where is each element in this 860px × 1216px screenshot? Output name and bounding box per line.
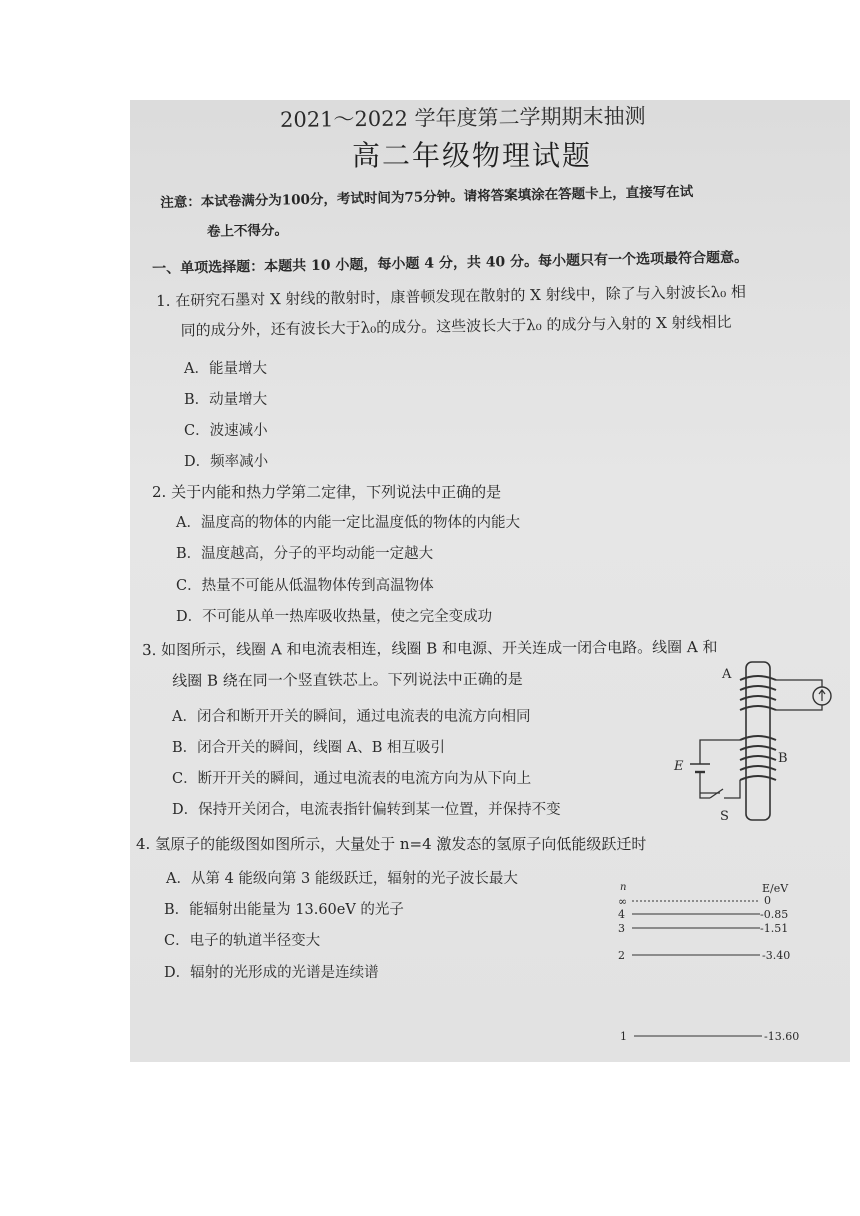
level-2-energy: -3.40 — [762, 949, 791, 962]
question-4-option-c: C．电子的轨道半径变大 — [164, 933, 321, 949]
question-1-option-a: A．能量增大 — [184, 361, 267, 377]
question-2-option-a: A．温度高的物体的内能一定比温度低的物体的内能大 — [176, 515, 520, 531]
question-1-option-d: D．频率减小 — [184, 454, 269, 470]
question-4-option-d: D．辐射的光形成的光谱是连续谱 — [164, 965, 379, 981]
notice-line-1: 注意：本试卷满分为100分，考试时间为75分钟。请将答案填涂在答题卡上，直接写在试 — [160, 183, 694, 211]
question-3-option-d: D．保持开关闭合，电流表指针偏转到某一位置，并保持不变 — [172, 802, 561, 818]
question-4-option-b: B．能辐射出能量为 13.60eV 的光子 — [164, 902, 404, 918]
question-2-option-b: B．温度越高，分子的平均动能一定越大 — [176, 546, 434, 562]
question-1-option-b: B．动量增大 — [184, 392, 268, 408]
notice — [160, 177, 694, 248]
exam-year-line: 2021～2022 学年度第二学期期末抽测 — [279, 104, 646, 132]
question-3-line-1: 3. 如图所示，线圈 A 和电流表相连，线圈 B 和电源、开关连成一闭合电路。线圈 A 和 — [142, 637, 718, 659]
level-inf-energy: 0 — [764, 894, 771, 907]
question-3-stem — [142, 636, 718, 692]
question-1-option-c: C．波速减小 — [184, 423, 268, 439]
question-3-option-a: A．闭合和断开开关的瞬间，通过电流表的电流方向相同 — [172, 709, 531, 725]
question-2-option-d: D．不可能从单一热库吸收热量，使之完全变成功 — [176, 609, 493, 625]
exam-paper — [130, 100, 850, 1062]
level-4-energy: -0.85 — [760, 908, 789, 921]
question-4-option-a: A．从第 4 能级向第 3 能级跃迁，辐射的光子波长最大 — [166, 871, 518, 887]
n-axis-header: n — [620, 882, 627, 893]
question-1-stem — [156, 281, 747, 342]
level-2-n: 2 — [618, 949, 625, 962]
coil-circuit-figure — [670, 658, 842, 826]
question-3-line-2: 线圈 B 绕在同一个竖直铁芯上。下列说法中正确的是 — [172, 670, 523, 690]
label-e: E — [674, 759, 684, 774]
label-b: B — [778, 751, 788, 766]
energy-level-diagram — [610, 880, 820, 1050]
battery-circuit-wires — [700, 740, 740, 798]
level-1-energy: -13.60 — [764, 1030, 800, 1043]
question-1-line-2: 同的成分外，还有波长大于λ₀的成分。这些波长大于λ₀ 的成分与入射的 X 射线相比 — [180, 312, 732, 340]
question-3-option-c: C．断开开关的瞬间，通过电流表的电流方向为从下向上 — [172, 771, 532, 787]
label-s: S — [720, 809, 729, 824]
exam-title: 高二年级物理试题 — [352, 139, 593, 172]
notice-line-2: 卷上不得分。 — [206, 222, 289, 241]
label-a: A — [722, 667, 732, 682]
question-4-stem: 4. 氢原子的能级图如图所示，大量处于 n=4 激发态的氢原子向低能级跃迁时 — [136, 835, 647, 853]
level-4-n: 4 — [618, 908, 625, 921]
section-heading: 一、单项选择题：本题共 10 小题，每小题 4 分，共 40 分。每小题只有一个选项最符合题意。 — [152, 249, 749, 277]
question-2-stem: 2. 关于内能和热力学第二定律，下列说法中正确的是 — [152, 483, 502, 501]
level-3-n: 3 — [618, 922, 625, 935]
question-3-option-b: B．闭合开关的瞬间，线圈 A、B 相互吸引 — [172, 740, 445, 756]
level-inf-n: ∞ — [618, 895, 628, 908]
energy-axis-header: E/eV — [762, 882, 789, 895]
level-1-n: 1 — [620, 1030, 627, 1043]
level-3-energy: -1.51 — [760, 922, 789, 935]
question-1-line-1: 1. 在研究石墨对 X 射线的散射时，康普顿发现在散射的 X 射线中，除了与入射波长λ₀ 相 — [156, 282, 747, 310]
question-2-option-c: C．热量不可能从低温物体传到高温物体 — [176, 578, 434, 594]
